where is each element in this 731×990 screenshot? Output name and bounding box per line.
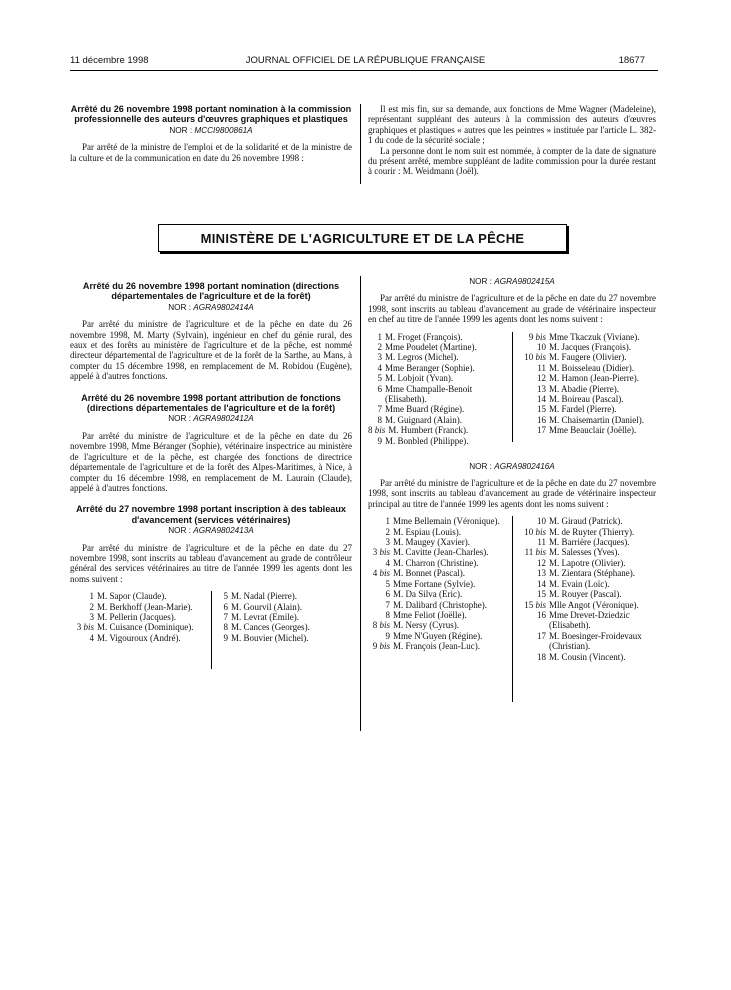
list-item-name: M. Vigouroux (André). [97, 632, 181, 643]
list-item-number: 2 [377, 342, 382, 353]
list-item [368, 620, 508, 630]
header-date: 11 décembre 1998 [70, 55, 149, 66]
list-item [216, 612, 352, 622]
list-item [368, 641, 508, 651]
names-column-left [368, 332, 508, 446]
list-item [516, 384, 656, 394]
list-item-name: M. Hamon (Jean-Pierre). [549, 373, 639, 384]
column-divider [360, 276, 361, 731]
list-item [368, 516, 508, 526]
list-item-number: 5 [223, 591, 228, 602]
list-item-number: 5 [377, 373, 382, 384]
nor-code: AGRA9802412A [193, 414, 254, 424]
list-item [70, 622, 208, 632]
list-item-name: M. Charron (Christine). [393, 557, 479, 568]
list-item [516, 527, 656, 537]
list-item-name: Mme Beauclair (Joëlle). [549, 425, 637, 436]
names-divider [512, 516, 513, 702]
list-item [70, 633, 208, 643]
list-item-name: Mme N'Guyen (Régine). [393, 630, 483, 641]
list-item-number: 3 bis [76, 622, 94, 633]
list-item-name: M. Dalibard (Christophe). [393, 599, 487, 610]
list-item [368, 527, 508, 537]
list-item [368, 568, 508, 578]
list-item [368, 373, 508, 383]
list-item-number: 7 [377, 404, 382, 415]
list-item [216, 633, 352, 643]
list-item-name: M. Rouyer (Pascal). [549, 589, 622, 600]
list-item-number: 9 bis [528, 331, 546, 342]
nor-line: NOR : AGRA9802416A [469, 461, 555, 471]
right-column [368, 276, 656, 706]
list-item [368, 436, 508, 446]
list-item [516, 332, 656, 342]
article-title: Arrêté du 27 novembre 1998 portant inscription à des tableaux d'avancement (services vétérinaires) [76, 504, 346, 525]
list-item-number: 10 bis [524, 526, 546, 537]
list-item-name: M. Bouvier (Michel). [231, 632, 309, 643]
nor-code: AGRA9802414A [193, 302, 254, 312]
list-item [368, 631, 508, 641]
list-item-name: M. Nadal (Pierre). [231, 591, 297, 602]
list-item [216, 591, 352, 601]
list-item [368, 610, 508, 620]
article-body: Par arrêté du ministre de l'agriculture et de la pêche en date du 27 novembre 1998, sont inscrits au tableau d'avancement au grade de vétérinaire inspecteur en chef au titre de l'année 1999 les agents dont les noms suivent : [368, 293, 656, 325]
list-item-number: 11 [537, 537, 546, 548]
list-item [516, 363, 656, 373]
list-item-name: M. Guignard (Alain). [385, 414, 462, 425]
list-item [516, 547, 656, 557]
list-item [516, 415, 656, 425]
list-item-name: M. Berkhoff (Jean-Marie). [97, 601, 193, 612]
list-item [368, 342, 508, 352]
nor-code: AGRA9802413A [193, 526, 254, 536]
article-paragraph: Il est mis fin, sur sa demande, aux fonctions de Mme Wagner (Madeleine), représentant suppléant des auteurs à la commission des auteurs d'œuvres graphiques et plastiques « autres que les peintres » instituée par l'article L. 382-1 du code de la sécurité sociale ; [368, 104, 656, 146]
list-item [516, 610, 656, 631]
nor-line: NOR : AGRA9802413A [168, 526, 254, 536]
list-item [368, 352, 508, 362]
list-item-number: 3 bis [372, 547, 390, 558]
list-item [516, 373, 656, 383]
list-item-number: 9 [385, 630, 390, 641]
list-item [368, 589, 508, 599]
list-item-name: M. Boireau (Pascal). [549, 394, 624, 405]
list-item-name: M. Giraud (Patrick). [549, 516, 623, 527]
list-item-name: M. Jacques (François). [549, 342, 631, 353]
list-item-name: M. Faugere (Olivier). [549, 352, 627, 363]
list-item-name: M. Bonbled (Philippe). [385, 435, 469, 446]
list-item-number: 2 [385, 526, 390, 537]
list-item-number: 3 [377, 352, 382, 363]
names-column-right [516, 516, 656, 662]
list-item [70, 591, 208, 601]
list-item-name: M. Zientara (Stéphane). [549, 568, 635, 579]
article-body: Par arrêté du ministre de l'agriculture et de la pêche en date du 26 novembre 1998, Mme Béranger (Sophie), vétérinaire inspectrice au ministère de l'agriculture et de la pêche, est chargée des fonctions de directrice départementale de l'agriculture et de la forêt des Alpes-Maritimes, à Nice, à compter du 16 décembre 1998, en remplacement de M. Laurain (Claude), appelé à d'autres fonctions. [70, 430, 352, 493]
nor-code: AGRA9802415A [494, 277, 555, 286]
list-item [516, 579, 656, 589]
list-item-number: 10 [537, 342, 546, 353]
nor-line: NOR : AGRA9802412A [168, 414, 254, 424]
list-item-name: M. Lapotre (Olivier). [549, 557, 626, 568]
list-item [516, 425, 656, 435]
header-rule [70, 70, 658, 71]
list-item-name: M. Boesinger-Froidevaux (Christian). [549, 630, 642, 652]
list-item-name: M. Maugey (Xavier). [393, 537, 470, 548]
list-item-name: Mme Fortane (Sylvie). [393, 578, 476, 589]
article-paragraph: La personne dont le nom suit est nommée, à compter de la date de signature du présent arrêté, membre suppléant de ladite commission pour la durée restant à courir : M. Weidmann (Joël). [368, 145, 656, 177]
list-item-number: 4 [377, 362, 382, 373]
list-item [368, 600, 508, 610]
list-item-number: 18 [537, 651, 546, 662]
list-item-name: M. Lobjoit (Yvan). [385, 373, 454, 384]
list-item [368, 558, 508, 568]
list-item [70, 602, 208, 612]
list-item-name: M. Cances (Georges). [231, 622, 310, 633]
article-title: Arrêté du 26 novembre 1998 portant attribution de fonctions (directions départementales de l'agriculture et de la forêt) [81, 392, 341, 414]
names-column-left [70, 591, 208, 643]
list-item [368, 363, 508, 373]
column-divider [360, 104, 361, 184]
list-item-name: Mme Feliot (Joëlle). [393, 609, 467, 620]
names-divider [512, 332, 513, 442]
list-item-number: 2 [89, 601, 94, 612]
list-item [368, 415, 508, 425]
left-column [70, 281, 352, 673]
list-item-name: M. Abadie (Pierre). [549, 383, 619, 394]
journal-title: JOURNAL OFFICIEL DE LA RÉPUBLIQUE FRANÇAISE [245, 55, 486, 66]
list-item-number: 12 [537, 557, 546, 568]
article-body: Par arrêté du ministre de l'agriculture et de la pêche en date du 27 novembre 1998, sont inscrits au tableau d'avancement au grade de contrôleur général des services vétérinaires au titre de l'année 1999 les agents dont les noms suivent : [70, 542, 352, 584]
list-item-number: 7 [223, 611, 228, 622]
list-item [516, 394, 656, 404]
names-column-right [216, 591, 352, 643]
list-item-name: M. Levrat (Emile). [231, 611, 299, 622]
list-item-number: 1 [385, 516, 390, 527]
list-item-number: 12 [537, 373, 546, 384]
list-item [368, 425, 508, 435]
list-item-number: 5 [385, 578, 390, 589]
list-item [216, 622, 352, 632]
names-list [368, 516, 656, 706]
list-item-name: Mme Buard (Régine). [385, 404, 465, 415]
list-item-name: M. Froget (François). [385, 331, 463, 342]
list-item-number: 1 [89, 591, 94, 602]
list-item-number: 9 [377, 435, 382, 446]
list-item-name: M. Da Silva (Eric). [393, 589, 463, 600]
list-item [368, 384, 508, 405]
names-divider [211, 591, 212, 669]
list-item-number: 14 [537, 578, 546, 589]
names-column-left [368, 516, 508, 651]
names-column-right [516, 332, 656, 436]
list-item-name: M. Chaisemartin (Daniel). [549, 414, 644, 425]
list-item [516, 589, 656, 599]
list-item-name: M. Nersy (Cyrus). [393, 620, 459, 631]
list-item-number: 16 [537, 414, 546, 425]
list-item-number: 17 [537, 630, 546, 641]
list-item-name: M. Sapor (Claude). [97, 591, 167, 602]
page-number: 18677 [618, 55, 645, 66]
list-item-number: 8 bis [368, 425, 386, 436]
list-item [516, 516, 656, 526]
list-item-number: 7 [385, 599, 390, 610]
ministry-banner: MINISTÈRE DE L'AGRICULTURE ET DE LA PÊCHE [158, 224, 567, 252]
list-item-number: 10 [537, 516, 546, 527]
list-item-number: 4 bis [372, 568, 390, 579]
top-left-article [70, 104, 352, 163]
list-item-name: M. Cavitte (Jean-Charles). [393, 547, 489, 558]
list-item [368, 579, 508, 589]
list-item-number: 13 [537, 383, 546, 394]
nor-line: NOR : AGRA9802415A [469, 277, 555, 286]
list-item-number: 15 bis [524, 599, 546, 610]
nor-code: MCCI9800861A [194, 125, 253, 135]
list-item [516, 631, 656, 652]
list-item [216, 602, 352, 612]
article-title: Arrêté du 26 novembre 1998 portant nomination (directions départementales de l'agriculture et de la forêt) [82, 281, 340, 302]
list-item-name: Mme Champalle-Benoit (Elisabeth). [385, 383, 473, 405]
list-item-name: M. Espiau (Louis). [393, 526, 461, 537]
top-right-article [368, 104, 656, 177]
list-item-name: M. Bonnet (Pascal). [393, 568, 465, 579]
arrete-veterinaire-en-chef [368, 277, 656, 448]
list-item-name: M. Boisseleau (Didier). [549, 362, 634, 373]
list-item [516, 600, 656, 610]
article-title: Arrêté du 26 novembre 1998 portant nomination à la commission professionnelle des auteurs d'œuvres graphiques et plastiques [70, 104, 352, 125]
list-item-name: M. Cuisance (Dominique). [97, 622, 194, 633]
list-item-number: 1 [377, 331, 382, 342]
list-item-number: 6 [385, 589, 390, 600]
list-item-number: 3 [385, 537, 390, 548]
list-item-number: 3 [89, 611, 94, 622]
list-item-name: M. Pellerin (Jacques). [97, 611, 176, 622]
list-item-name: M. Barrière (Jacques). [549, 537, 630, 548]
list-item-name: M. Cousin (Vincent). [549, 651, 626, 662]
list-item [516, 568, 656, 578]
list-item [70, 612, 208, 622]
names-list [70, 591, 352, 673]
list-item-name: M. Legros (Michel). [385, 352, 459, 363]
article-body: Par arrêté de la ministre de l'emploi et de la solidarité et de la ministre de la culture et de la communication en date du 26 novembre 1998 : [70, 142, 352, 163]
list-item-number: 16 [537, 609, 546, 620]
nor-line: NOR : MCCI9800861A [169, 125, 253, 135]
list-item [368, 332, 508, 342]
list-item-number: 8 [385, 609, 390, 620]
list-item-number: 4 [89, 632, 94, 643]
list-item [516, 342, 656, 352]
list-item [516, 652, 656, 662]
list-item-number: 17 [537, 425, 546, 436]
list-item [516, 537, 656, 547]
list-item-number: 6 [377, 383, 382, 394]
list-item-name: Mlle Angot (Véronique). [549, 599, 639, 610]
list-item-name: Mme Drevet-Dziedzic (Elisabeth). [549, 609, 630, 631]
list-item [516, 404, 656, 414]
list-item-number: 10 bis [524, 352, 546, 363]
list-item-name: M. Gourvil (Alain). [231, 601, 302, 612]
list-item-number: 4 [385, 557, 390, 568]
arrete-attribution [70, 393, 352, 494]
list-item [368, 547, 508, 557]
list-item-number: 9 [223, 632, 228, 643]
list-item-name: Mme Bellemain (Véronique). [393, 516, 500, 527]
list-item [516, 558, 656, 568]
article-body: Par arrêté du ministre de l'agriculture et de la pêche en date du 26 novembre 1998, M. Marty (Sylvain), ingénieur en chef du génie rural, des eaux et des forêts au ministère de l'agriculture et de la pêche, est nommé directeur départemental de l'agriculture et de la forêt de la Sarthe, au Mans, à compter du 15 décembre 1998, en remplacement de M. Robidou (Eugène), appelé à d'autres fonctions. [70, 319, 352, 382]
list-item-name: M. Fardel (Pierre). [549, 404, 617, 415]
list-item-name: M. François (Jean-Luc). [393, 641, 480, 652]
arrete-nomination [70, 281, 352, 382]
list-item [516, 352, 656, 362]
nor-line: NOR : AGRA9802414A [168, 302, 254, 312]
list-item-number: 6 [223, 601, 228, 612]
list-item-name: M. de Ruyter (Thierry). [549, 526, 635, 537]
list-item-number: 8 [377, 414, 382, 425]
article-body: Par arrêté du ministre de l'agriculture et de la pêche en date du 27 novembre 1998, sont inscrits au tableau d'avancement au grade de vétérinaire inspecteur principal au titre de l'année 1999 les agents dont les noms suivent : [368, 478, 656, 509]
list-item-number: 14 [537, 394, 546, 405]
list-item-name: M. Humbert (Franck). [388, 425, 469, 436]
list-item-name: Mme Beranger (Sophie). [385, 362, 475, 373]
list-item-number: 15 [537, 589, 546, 600]
list-item-number: 13 [537, 568, 546, 579]
names-list [368, 332, 656, 448]
arrete-veterinaire-principal [368, 462, 656, 707]
list-item-number: 8 bis [372, 620, 390, 631]
list-item-number: 11 [537, 362, 546, 373]
list-item-name: M. Evain (Loïc). [549, 578, 610, 589]
nor-code: AGRA9802416A [494, 461, 555, 471]
list-item [368, 404, 508, 414]
list-item-name: Mme Poudelet (Martine). [385, 342, 477, 353]
arrete-inscription [70, 504, 352, 673]
list-item-number: 11 bis [524, 547, 546, 558]
list-item-number: 8 [223, 622, 228, 633]
list-item [368, 537, 508, 547]
list-item-number: 9 bis [372, 641, 390, 652]
list-item-number: 15 [537, 404, 546, 415]
list-item-name: M. Salesses (Yves). [549, 547, 620, 558]
list-item-name: Mme Tkaczuk (Viviane). [549, 331, 640, 342]
